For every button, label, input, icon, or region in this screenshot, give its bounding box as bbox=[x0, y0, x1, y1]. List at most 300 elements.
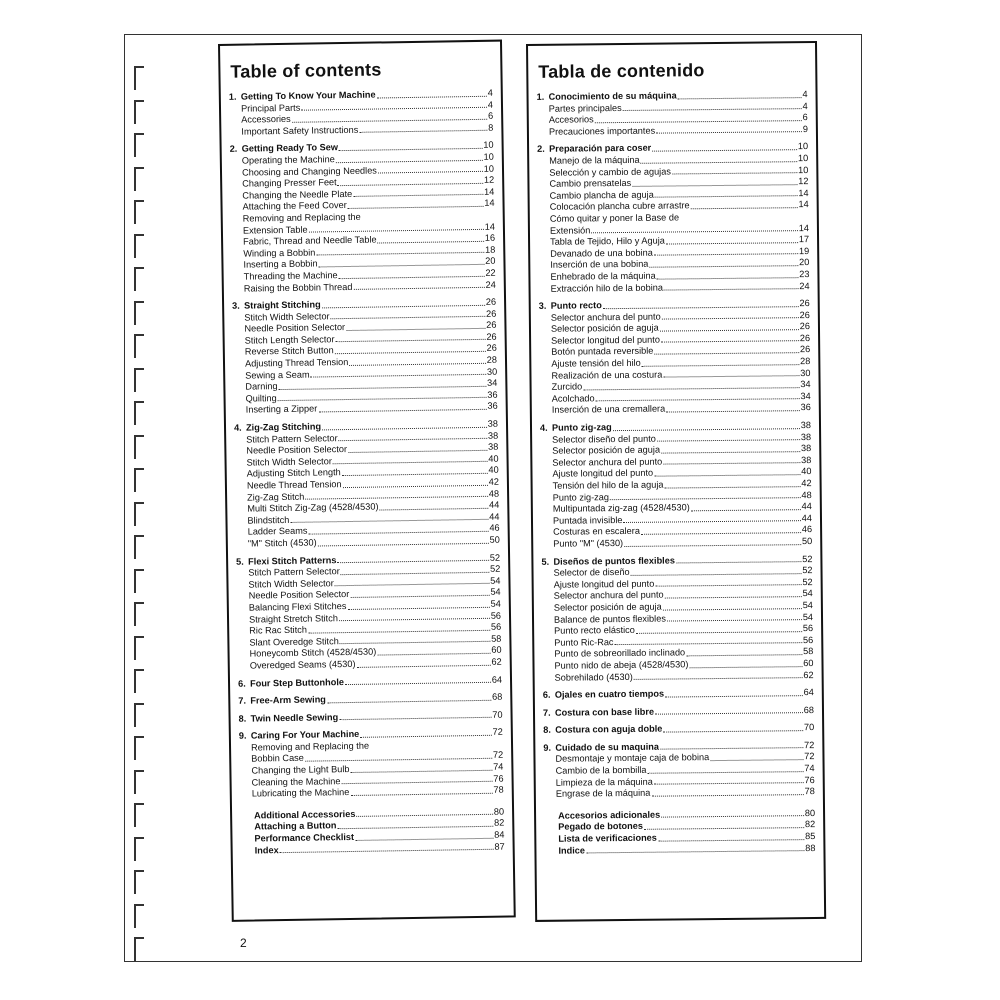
binding-ring bbox=[134, 669, 144, 693]
toc-page-number: 12 bbox=[483, 174, 495, 185]
toc-entry-label: Balance de puntos flexibles bbox=[553, 613, 666, 625]
toc-page-number: 14 bbox=[798, 187, 809, 198]
toc-dot-leader bbox=[678, 97, 802, 99]
toc-dot-leader bbox=[311, 374, 486, 378]
toc-page-number: 52 bbox=[802, 576, 813, 587]
toc-section bbox=[239, 727, 504, 801]
toc-page-number: 10 bbox=[798, 164, 809, 175]
toc-page-number: 20 bbox=[485, 255, 496, 267]
toc-dot-leader bbox=[359, 130, 487, 133]
toc-dot-leader bbox=[676, 561, 801, 563]
toc-page-number: 14 bbox=[798, 199, 809, 210]
toc-page-number: 52 bbox=[802, 565, 813, 576]
toc-entry-label: Changing the Light Bulb bbox=[251, 764, 350, 776]
binding-ring bbox=[134, 937, 144, 961]
toc-page-number: 26 bbox=[485, 308, 497, 319]
toc-dot-leader bbox=[603, 306, 799, 309]
toc-entry-label: Operating the Machine bbox=[241, 154, 335, 166]
toc-section-number: 9. bbox=[543, 742, 552, 753]
binding-ring bbox=[134, 770, 144, 794]
toc-page-number: 64 bbox=[491, 674, 503, 685]
toc-dot-leader bbox=[360, 735, 491, 738]
toc-page-number: 60 bbox=[491, 644, 502, 656]
toc-section bbox=[232, 297, 498, 417]
toc-entry-label: Ajuste tensión del hilo bbox=[551, 357, 641, 369]
toc-entry-label: Accesorios adicionales bbox=[558, 809, 661, 821]
toc-dot-leader bbox=[339, 148, 482, 151]
toc-dot-leader bbox=[378, 171, 483, 174]
toc-entry-label: Getting To Know Your Machine bbox=[240, 89, 376, 102]
toc-page-number: 38 bbox=[487, 418, 499, 429]
toc-page-number: 40 bbox=[801, 466, 812, 477]
binding-ring bbox=[134, 267, 144, 291]
toc-dot-leader bbox=[660, 329, 799, 331]
toc-dot-leader bbox=[353, 287, 484, 290]
toc-dot-leader bbox=[308, 531, 488, 535]
toc-page-number: 70 bbox=[803, 722, 815, 733]
toc-section-number: 5. bbox=[236, 556, 244, 567]
binding-ring bbox=[134, 602, 144, 626]
toc-section bbox=[541, 554, 813, 684]
toc-page-number: 30 bbox=[800, 367, 811, 378]
binding-ring bbox=[134, 837, 144, 861]
toc-dot-leader bbox=[632, 184, 797, 187]
toc-dot-leader bbox=[658, 839, 804, 842]
toc-dot-leader bbox=[343, 484, 488, 487]
toc-entry-label: Indice bbox=[558, 845, 586, 856]
toc-dot-leader bbox=[342, 781, 493, 784]
toc-entry-label: Raising the Bobbin Thread bbox=[243, 281, 353, 294]
toc-page-number: 56 bbox=[802, 634, 814, 645]
toc-page-number: 74 bbox=[493, 761, 504, 772]
toc-dot-leader bbox=[641, 532, 801, 535]
toc-entry-label: Ojales en cuatro tiempos bbox=[554, 688, 665, 700]
toc-page-number: 72 bbox=[804, 751, 815, 762]
toc-dot-leader bbox=[636, 631, 802, 634]
toc-entry-label: Honeycomb Stitch (4528/4530) bbox=[249, 646, 377, 659]
toc-entry-label: Selector posición de aguja bbox=[550, 322, 659, 335]
toc-dot-leader bbox=[660, 748, 803, 750]
toc-entry-label: Punto zig-zag bbox=[552, 491, 609, 503]
toc-dot-leader bbox=[318, 542, 489, 546]
toc-dot-leader bbox=[654, 253, 798, 256]
toc-page-number: 74 bbox=[804, 763, 815, 774]
toc-dot-leader bbox=[652, 149, 797, 152]
binding-ring bbox=[134, 66, 144, 90]
toc-entry-label: Sobrehilado (4530) bbox=[554, 671, 633, 683]
toc-entry-label: Selector de diseño bbox=[553, 567, 630, 578]
toc-page-number: 46 bbox=[801, 524, 813, 535]
toc-page-number: 82 bbox=[804, 819, 816, 830]
toc-section bbox=[230, 140, 496, 295]
binding-ring bbox=[134, 703, 144, 727]
toc-entry-label: Diseños de puntos flexibles bbox=[553, 555, 675, 567]
toc-dot-leader bbox=[654, 352, 799, 355]
toc-dot-leader bbox=[655, 712, 803, 715]
toc-dot-leader bbox=[664, 486, 800, 488]
toc-page-number: 68 bbox=[803, 704, 815, 715]
binding-ring bbox=[134, 334, 144, 358]
spanish-toc-list bbox=[537, 89, 816, 857]
toc-page-number: 38 bbox=[801, 454, 812, 465]
toc-entry-label: Selector anchura del punto bbox=[552, 456, 663, 468]
toc-dot-leader bbox=[335, 583, 489, 586]
toc-dot-leader bbox=[353, 194, 483, 197]
toc-page-number: 52 bbox=[489, 563, 501, 574]
toc-page-number: 34 bbox=[800, 379, 811, 390]
toc-dot-leader bbox=[340, 641, 490, 644]
toc-page-number: 72 bbox=[492, 726, 503, 738]
toc-entry-label: Winding a Bobbin bbox=[243, 247, 316, 259]
toc-dot-leader bbox=[327, 699, 491, 703]
toc-section bbox=[239, 709, 503, 725]
toc-entry-label: Multipuntada zig-zag (4528/4530) bbox=[552, 502, 690, 514]
toc-page-number: 12 bbox=[798, 176, 809, 187]
toc-entry-label: Fabric, Thread and Needle Table bbox=[243, 234, 377, 247]
toc-section-number: 4. bbox=[233, 422, 242, 433]
toc-entry-label: Needle Thread Tension bbox=[246, 479, 342, 491]
toc-page-number: 58 bbox=[491, 633, 502, 644]
toc-page-number: 10 bbox=[483, 163, 495, 174]
toc-dot-leader bbox=[337, 560, 488, 563]
toc-dot-leader bbox=[663, 463, 800, 465]
toc-entry-label: Slant Overedge Stitch bbox=[249, 635, 339, 648]
toc-dot-leader bbox=[710, 759, 803, 761]
toc-page-number: 42 bbox=[801, 478, 812, 489]
toc-entry-label: Cambio prensatelas bbox=[549, 178, 632, 189]
toc-entry-row bbox=[543, 670, 814, 684]
toc-dot-leader bbox=[333, 461, 487, 464]
toc-section bbox=[543, 687, 814, 701]
toc-entry-label: Adjusting Thread Tension bbox=[244, 357, 349, 369]
toc-entry-label: Zurcido bbox=[551, 381, 583, 393]
toc-entry-label: Needle Position Selector bbox=[244, 322, 346, 334]
binding-ring bbox=[134, 435, 144, 459]
toc-entry-label: Manejo de la máquina bbox=[549, 154, 640, 166]
toc-entry-label: Realización de una costura bbox=[551, 369, 663, 381]
toc-entry-label: Needle Position Selector bbox=[248, 589, 350, 601]
toc-page-number: 38 bbox=[800, 420, 812, 431]
toc-section bbox=[540, 420, 812, 550]
toc-page-number: 20 bbox=[799, 257, 810, 268]
toc-page-number: 58 bbox=[803, 646, 814, 657]
toc-dot-leader bbox=[663, 375, 799, 377]
toc-dot-leader bbox=[615, 642, 803, 645]
toc-entry-label: Removing and Replacing the bbox=[250, 740, 370, 753]
toc-dot-leader bbox=[657, 277, 799, 279]
toc-entry-label: Punto zig-zag bbox=[551, 422, 612, 433]
toc-page-number: 24 bbox=[485, 279, 496, 290]
toc-page-number: 34 bbox=[800, 390, 811, 401]
toc-entry-label: Reverse Stitch Button bbox=[244, 345, 334, 358]
toc-page-number: 62 bbox=[803, 669, 814, 680]
toc-dot-leader bbox=[657, 439, 800, 441]
toc-entry-label: Cambio de la bombilla bbox=[555, 764, 647, 776]
toc-section-row bbox=[238, 692, 502, 708]
toc-page-number: 6 bbox=[487, 110, 494, 121]
toc-entry-label: Partes principales bbox=[548, 102, 622, 114]
toc-entry-label: Bobbin Case bbox=[251, 753, 304, 765]
binding-ring bbox=[134, 301, 144, 325]
toc-section bbox=[229, 88, 494, 139]
toc-entry-label: Cómo quitar y poner la Base de bbox=[549, 212, 680, 224]
toc-dot-leader bbox=[661, 341, 799, 343]
toc-page-number: 52 bbox=[489, 552, 501, 563]
toc-dot-leader bbox=[318, 409, 486, 413]
toc-page-number: 19 bbox=[798, 245, 810, 256]
toc-dot-leader bbox=[308, 630, 490, 634]
toc-entry-label: Darning bbox=[245, 381, 278, 392]
toc-entry-label: Extension Table bbox=[242, 224, 308, 236]
toc-section-number: 9. bbox=[238, 730, 247, 742]
toc-dot-leader bbox=[331, 316, 485, 319]
toc-dot-leader bbox=[595, 120, 802, 123]
toc-entry-label: Punto nido de abeja (4528/4530) bbox=[554, 659, 689, 671]
toc-page-number: 72 bbox=[492, 750, 504, 761]
toc-page-number: 23 bbox=[799, 268, 810, 280]
toc-page-number: 87 bbox=[494, 841, 505, 852]
toc-page-number: 72 bbox=[804, 739, 815, 751]
toc-entry-row bbox=[541, 536, 812, 550]
toc-entry-label: Stitch Width Selector bbox=[248, 577, 334, 590]
toc-page-number: 56 bbox=[490, 621, 502, 632]
toc-page-number: 82 bbox=[493, 818, 505, 829]
toc-entry-label: Stitch Length Selector bbox=[244, 334, 335, 346]
toc-dot-leader bbox=[663, 608, 802, 610]
toc-section bbox=[539, 298, 811, 417]
toc-page-number: 44 bbox=[801, 512, 813, 523]
toc-page-number: 26 bbox=[799, 309, 810, 320]
toc-entry-label: Cleaning the Machine bbox=[251, 775, 341, 788]
toc-entry-label: Acolchado bbox=[551, 393, 595, 404]
toc-page-number: 26 bbox=[486, 331, 497, 342]
toc-entry-label: Ajuste longitud del punto bbox=[552, 468, 654, 480]
toc-entry-label: Multi Stitch Zig-Zag (4528/4530) bbox=[247, 501, 379, 514]
toc-page-number: 18 bbox=[484, 244, 496, 255]
toc-section-number: 8. bbox=[543, 725, 551, 736]
toc-entry-label: Precauciones importantes bbox=[548, 125, 656, 137]
toc-entry-label: Straight Stretch Stitch bbox=[248, 612, 338, 625]
toc-entry-label: Limpieza de la máquina bbox=[555, 776, 653, 788]
toc-entry-label: Botón puntada reversible bbox=[551, 346, 654, 358]
toc-dot-leader bbox=[596, 399, 800, 402]
toc-entry-label: Choosing and Changing Needles bbox=[241, 165, 377, 178]
toc-page-number: 80 bbox=[804, 807, 816, 818]
toc-entry-label: Stitch Pattern Selector bbox=[248, 566, 340, 578]
toc-dot-leader bbox=[610, 497, 801, 500]
toc-page-number: 46 bbox=[489, 523, 500, 534]
toc-dot-leader bbox=[661, 451, 800, 453]
toc-page-number: 38 bbox=[488, 441, 499, 453]
toc-entry-label: Additional Accessories bbox=[254, 808, 356, 821]
toc-entry-label: Inserción de una cremallera bbox=[551, 404, 666, 416]
toc-dot-leader bbox=[342, 473, 488, 476]
toc-page-number: 26 bbox=[486, 319, 497, 331]
english-toc-list bbox=[229, 88, 505, 857]
toc-entry-label: Costura con aguja doble bbox=[555, 723, 663, 736]
toc-section-row bbox=[238, 674, 502, 690]
toc-entry-row bbox=[537, 124, 808, 138]
toc-page-number: 28 bbox=[486, 354, 498, 365]
english-toc-box bbox=[218, 40, 516, 922]
toc-page-number: 54 bbox=[490, 598, 501, 609]
toc-entry-label: Changing Presser Feet bbox=[242, 177, 337, 189]
toc-dot-leader bbox=[661, 816, 804, 818]
toc-page-number: 9 bbox=[802, 123, 808, 134]
toc-entry-label: Quilting bbox=[245, 392, 277, 404]
toc-dot-leader bbox=[623, 108, 802, 111]
toc-dot-leader bbox=[350, 793, 492, 796]
toc-page-number: 6 bbox=[802, 112, 808, 123]
toc-dot-leader bbox=[686, 654, 802, 656]
toc-entry-label: Inserting a Zipper bbox=[245, 403, 318, 416]
toc-entry-label: Selector diseño del punto bbox=[552, 433, 656, 445]
toc-page-number: 40 bbox=[488, 453, 499, 464]
toc-dot-leader bbox=[656, 131, 802, 134]
toc-section-number: 2. bbox=[229, 144, 238, 155]
english-toc-title: Table of contents bbox=[230, 59, 382, 82]
toc-dot-leader bbox=[280, 849, 494, 853]
toc-entry-label: Ric Rac Stitch bbox=[249, 624, 307, 636]
binding-ring bbox=[134, 535, 144, 559]
toc-dot-leader bbox=[691, 207, 798, 209]
toc-dot-leader bbox=[644, 827, 804, 830]
toc-entry-label: Ajuste longitud del punto bbox=[553, 578, 655, 590]
toc-dot-leader bbox=[377, 653, 490, 656]
toc-dot-leader bbox=[691, 509, 801, 511]
toc-entry-label: Flexi Stitch Patterns bbox=[248, 554, 337, 567]
toc-page-number: 80 bbox=[493, 806, 505, 817]
toc-entry-label: Threading the Machine bbox=[243, 270, 338, 282]
toc-page-number: 34 bbox=[487, 377, 498, 389]
toc-entry-label: Accesorios bbox=[548, 114, 594, 125]
toc-page-number: 22 bbox=[485, 267, 496, 278]
toc-entry-label: Needle Position Selector bbox=[246, 444, 348, 456]
toc-entry-label: Principal Parts bbox=[240, 102, 301, 114]
toc-entry-label: Attaching the Feed Cover bbox=[242, 200, 347, 212]
toc-section-row bbox=[543, 722, 814, 736]
toc-entry-label: Removing and Replacing the bbox=[242, 211, 361, 224]
toc-dot-leader bbox=[378, 241, 484, 244]
toc-section bbox=[236, 552, 502, 672]
toc-page-number: 68 bbox=[491, 691, 503, 702]
toc-section-number: 3. bbox=[538, 300, 547, 311]
toc-dot-leader bbox=[322, 426, 487, 430]
toc-page-number: 54 bbox=[490, 586, 501, 598]
toc-dot-leader bbox=[651, 794, 803, 797]
toc-entry-label: Tensión del hilo de la aguja bbox=[552, 479, 664, 491]
toc-dot-leader bbox=[655, 196, 798, 198]
toc-section bbox=[238, 674, 502, 690]
toc-section bbox=[234, 419, 500, 551]
toc-entry-label: Punto recto bbox=[550, 300, 602, 311]
toc-dot-leader bbox=[357, 664, 491, 667]
toc-entry-label: Tabla de Tejido, Hilo y Aguja bbox=[550, 235, 665, 247]
toc-page-number: 17 bbox=[798, 234, 810, 245]
toc-entry-label: Inserción de una bobina bbox=[550, 259, 649, 271]
toc-dot-leader bbox=[341, 572, 489, 575]
toc-entry-label: Stitch Width Selector bbox=[246, 456, 332, 468]
toc-page-number: 10 bbox=[483, 140, 494, 151]
toc-entry-label: Zig-Zag Stitching bbox=[245, 421, 322, 433]
toc-dot-leader bbox=[380, 508, 489, 511]
toc-dot-leader bbox=[649, 265, 798, 268]
toc-dot-leader bbox=[654, 782, 804, 785]
toc-page-number: 14 bbox=[484, 198, 495, 209]
binding-ring bbox=[134, 803, 144, 827]
toc-entry-label: Lista de verificaciones bbox=[558, 832, 657, 844]
toc-dot-leader bbox=[662, 317, 799, 319]
toc-entry-label: "M" Stitch (4530) bbox=[247, 537, 317, 549]
toc-dot-leader bbox=[672, 172, 797, 174]
toc-entry-label: Selección y cambio de agujas bbox=[549, 166, 671, 178]
binding-ring bbox=[134, 870, 144, 894]
toc-appendix-list bbox=[240, 806, 505, 857]
toc-dot-leader bbox=[655, 584, 801, 587]
toc-page-number: 78 bbox=[804, 786, 815, 797]
toc-entry-label: Desmontaje y montaje caja de bobina bbox=[555, 752, 710, 765]
toc-entry-label: Extensión bbox=[549, 224, 591, 236]
toc-entry-label: Caring For Your Machine bbox=[250, 729, 360, 741]
toc-page-number: 70 bbox=[492, 709, 503, 720]
toc-page-number: 44 bbox=[801, 501, 812, 512]
binding-ring bbox=[134, 234, 144, 258]
toc-dot-leader bbox=[665, 695, 803, 697]
binding-ring bbox=[134, 468, 144, 492]
toc-dot-leader bbox=[305, 758, 492, 762]
binding-ring bbox=[134, 133, 144, 157]
toc-page-number: 48 bbox=[801, 489, 812, 500]
page-number: 2 bbox=[240, 936, 247, 950]
toc-entry-label: Straight Stitching bbox=[244, 299, 321, 311]
toc-entry-label: Punto Ric-Rac bbox=[554, 636, 614, 648]
binding-ring bbox=[134, 904, 144, 928]
toc-page-number: 48 bbox=[488, 488, 500, 499]
toc-dot-leader bbox=[631, 573, 802, 576]
binding-ring bbox=[134, 368, 144, 392]
toc-dot-leader bbox=[309, 229, 484, 233]
toc-section bbox=[537, 89, 808, 138]
toc-page-number: 26 bbox=[486, 343, 497, 354]
toc-entry-label: Accessories bbox=[241, 114, 291, 125]
toc-section-number: 1. bbox=[228, 91, 237, 102]
toc-page-number: 38 bbox=[800, 431, 812, 442]
toc-dot-leader bbox=[634, 677, 803, 680]
toc-entry-label: Four Step Buttonhole bbox=[249, 676, 345, 689]
toc-dot-leader bbox=[348, 206, 484, 209]
toc-section bbox=[238, 692, 502, 708]
toc-entry-label: Lubricating the Machine bbox=[251, 787, 350, 799]
toc-section-number: 7. bbox=[542, 707, 551, 718]
toc-section bbox=[543, 722, 814, 736]
toc-page-number: 26 bbox=[485, 296, 497, 307]
toc-page-number: 36 bbox=[800, 402, 811, 413]
toc-section bbox=[543, 705, 814, 719]
binding-ring bbox=[134, 502, 144, 526]
toc-page-number: 26 bbox=[799, 298, 810, 309]
toc-entry-label: Ladder Seams bbox=[247, 526, 308, 537]
toc-dot-leader bbox=[305, 496, 488, 500]
toc-dot-leader bbox=[586, 850, 804, 853]
toc-section-number: 3. bbox=[232, 300, 240, 311]
toc-entry-label: Free-Arm Sewing bbox=[250, 694, 326, 706]
toc-page-number: 54 bbox=[490, 575, 501, 586]
toc-page-number: 50 bbox=[801, 535, 813, 547]
toc-dot-leader bbox=[336, 339, 486, 342]
toc-entry-label: Enhebrado de la máquina bbox=[550, 270, 656, 282]
toc-page-number: 84 bbox=[494, 829, 505, 840]
toc-page-number: 14 bbox=[484, 186, 495, 197]
